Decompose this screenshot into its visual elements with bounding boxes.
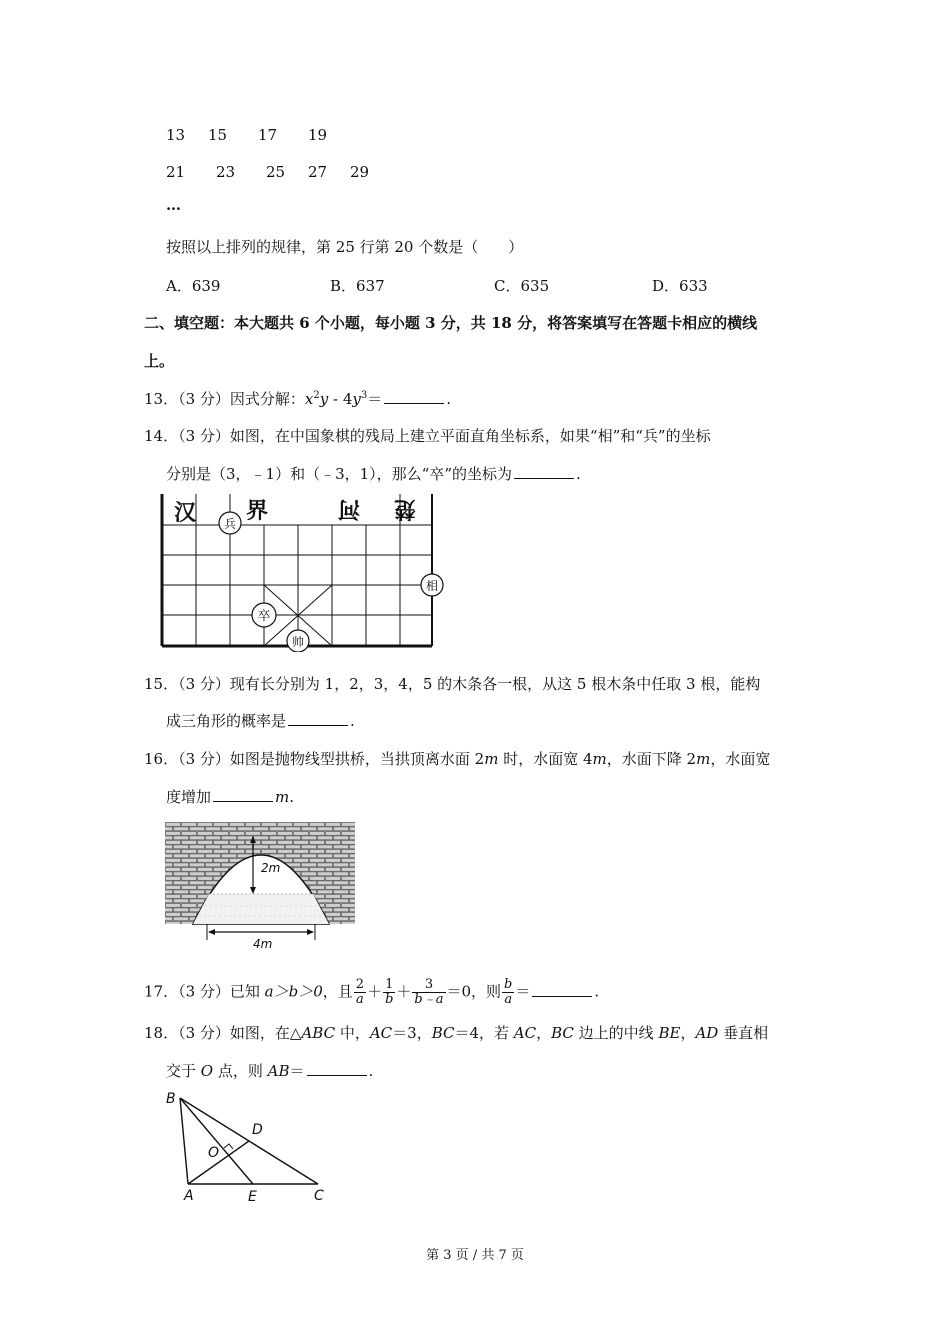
q17-text [144, 978, 599, 1007]
width-label: 4m [253, 937, 273, 951]
var-y: y [352, 390, 361, 408]
q13-prefix: 13．（3 分）因式分解： [144, 390, 305, 408]
q17-eq0: ＝0，则 [446, 982, 502, 1001]
var: AD [695, 1024, 719, 1042]
board-text-han: 汉 [174, 501, 197, 526]
seq-num: 21 [166, 163, 186, 181]
denominator: a [356, 992, 364, 1007]
q15-end: . [350, 712, 355, 730]
numerator: 3 [412, 978, 445, 993]
fraction [502, 978, 514, 1007]
op: ‑ 4 [328, 390, 353, 408]
q12-option-c: C．635 [494, 277, 550, 295]
q17-condition: a＞b＞0 [264, 982, 323, 1001]
piece-xiang-label: 相 [425, 579, 439, 593]
var: BE [658, 1024, 681, 1042]
var: BC [431, 1024, 455, 1042]
var: ABC [301, 1024, 336, 1042]
answer-blank [514, 477, 574, 479]
answer-blank [532, 995, 592, 997]
var: BC [551, 1024, 574, 1042]
board-text-chu: 楚 [393, 496, 416, 521]
q12-option-a: A．639 [166, 277, 221, 295]
q15-text-line1: 15．（3 分）现有长分别为 1，2，3，4，5 的木条各一根，从这 5 根木条中任取 3 根，能构 [144, 675, 761, 693]
q18-end: . [368, 1062, 374, 1080]
var: AC [513, 1024, 537, 1042]
seq-num: 19 [308, 126, 328, 144]
q14-text-line2 [166, 463, 581, 484]
triangle-figure [160, 1088, 340, 1208]
numerator: b [504, 977, 513, 992]
q17-prefix: 17．（3 分）已知 [144, 982, 265, 1001]
piece-bing-label: 兵 [223, 517, 237, 531]
op: ＝ [289, 1062, 305, 1080]
unit-m: m [592, 750, 607, 768]
piece-zu-label: 卒 [257, 609, 271, 624]
page-footer: 第 3 页 / 共 7 页 [426, 1248, 524, 1263]
fraction [383, 978, 395, 1007]
q16-line2-text: 度增加 [166, 788, 212, 806]
piece-zu [252, 603, 276, 627]
median-be [180, 1098, 253, 1184]
piece-xiang [421, 574, 443, 596]
q18-text-line2 [166, 1060, 373, 1081]
seq-num: 17 [258, 126, 278, 144]
height-label: 2m [261, 861, 281, 875]
denominator: b﹣a [414, 992, 444, 1007]
q14-line2-text: 分别是（3，﹣1）和（﹣3，1），那么“卒”的坐标为 [166, 465, 513, 483]
denominator: a [504, 992, 513, 1007]
chess-board-figure [150, 490, 450, 652]
piece-shuai [287, 630, 309, 652]
var: AB [267, 1062, 290, 1080]
op: ＝ [515, 982, 531, 1001]
q16-text-a: 16．（3 分）如图是抛物线型拱桥，当拱顶离水面 2 [144, 750, 485, 768]
board-text-jie: 界 [246, 499, 269, 524]
exp: 3 [360, 390, 368, 401]
label-b: B [166, 1091, 176, 1107]
label-a: A [184, 1188, 194, 1204]
exp: 2 [313, 390, 320, 401]
op: ＝ [367, 390, 383, 408]
q13-end: . [446, 390, 452, 408]
label-c: C [314, 1188, 324, 1204]
var-y: y [319, 390, 329, 408]
sequence-ellipsis: … [166, 196, 181, 214]
section-heading: 二、填空题：本大题共 6 个小题，每小题 3 分，共 18 分，将答案填写在答题卡相应的横线 [144, 314, 758, 332]
unit-m: m [484, 750, 499, 768]
q16-text-line1 [144, 748, 770, 769]
q16-text-d: ，水面宽 [710, 750, 771, 768]
q18-text-b: 中， [335, 1024, 370, 1042]
board-text-he: 河 [337, 496, 360, 521]
q18-text-d: 垂直相 [718, 1024, 769, 1042]
fraction [412, 978, 445, 1007]
q12-option-d: D．633 [652, 277, 708, 295]
seq-num: 23 [216, 163, 236, 181]
label-d: D [252, 1122, 263, 1138]
q18-text-e: 交于 [166, 1062, 201, 1080]
q15-line2-text: 成三角形的概率是 [166, 712, 287, 730]
answer-blank [288, 724, 348, 726]
seq-num: 15 [208, 126, 228, 144]
unit-m: m [696, 750, 711, 768]
punct: ， [680, 1024, 696, 1042]
q12-option-b: B．637 [330, 277, 385, 295]
q18-text-f: 点，则 [213, 1062, 268, 1080]
q12-text: 按照以上排列的规律，第 25 行第 20 个数是（ ） [166, 238, 524, 256]
q15-text-line2 [166, 710, 355, 731]
numerator: 2 [355, 977, 365, 992]
q18-text-a: 18．（3 分）如图，在△ [144, 1024, 302, 1042]
right-angle-mark [224, 1144, 233, 1149]
seq-num: 25 [266, 163, 286, 181]
seq-num: 13 [166, 126, 186, 144]
answer-blank [384, 402, 444, 404]
piece-bing [219, 512, 241, 534]
op: ＋ [367, 982, 383, 1001]
numerator: 1 [383, 978, 395, 993]
arch-bridge-figure [165, 822, 357, 954]
q18-text-c: 边上的中线 [573, 1024, 659, 1042]
q16-end: . [289, 788, 295, 806]
var: O [200, 1062, 214, 1080]
seq-num: 29 [350, 163, 370, 181]
water-area [193, 894, 329, 924]
unit-m: m [275, 788, 290, 806]
q13-text [144, 388, 451, 409]
q18-val: ＝4，若 [454, 1024, 514, 1042]
q16-text-c: ，水面下降 2 [606, 750, 697, 768]
piece-shuai-label: 帅 [291, 635, 305, 649]
answer-blank [213, 800, 273, 802]
q14-end: . [576, 465, 581, 483]
punct: ， [536, 1024, 552, 1042]
section-heading-cont: 上。 [144, 352, 175, 370]
side-ba [180, 1098, 188, 1184]
q18-text-line1 [144, 1022, 768, 1043]
fraction [354, 978, 366, 1007]
q17-end: . [594, 982, 600, 1001]
seq-num: 27 [308, 163, 328, 181]
op: ＋ [396, 982, 412, 1001]
denominator: b [385, 992, 394, 1007]
q17-mid: ，且 [322, 982, 353, 1001]
var-x: x [304, 390, 314, 408]
label-e: E [248, 1189, 257, 1205]
label-o: O [208, 1145, 220, 1161]
q14-text-line1: 14．（3 分）如图，在中国象棋的残局上建立平面直角坐标系，如果“相”和“兵”的坐标 [144, 427, 711, 445]
var: AC [369, 1024, 393, 1042]
q16-text-line2 [166, 786, 294, 807]
answer-blank [307, 1074, 367, 1076]
q16-text-b: 时，水面宽 4 [498, 750, 593, 768]
q18-val: ＝3， [392, 1024, 432, 1042]
